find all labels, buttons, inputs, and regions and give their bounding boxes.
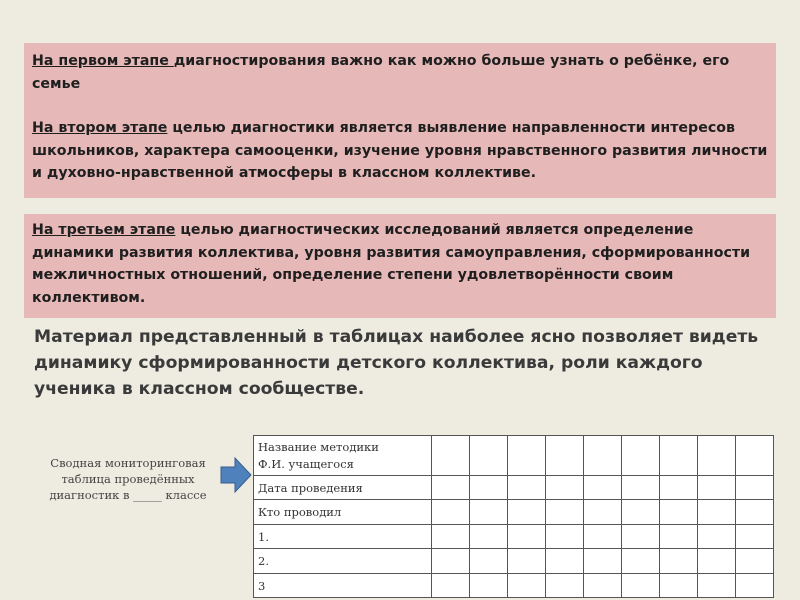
student-name-label: Ф.И. учащегося [258, 456, 354, 471]
table-cell [508, 549, 546, 574]
table-header-row [254, 436, 774, 476]
table-cell [470, 525, 508, 549]
stage-two-label: На втором этапе [32, 120, 168, 136]
table-cell [660, 574, 698, 598]
table-cell [432, 525, 470, 549]
table-cell [736, 574, 774, 598]
table-cell [546, 476, 584, 500]
table-cell [508, 500, 546, 525]
stage-two-text: целью диагностики является выявление направленности интересов школьников, характера самооценки, изучение уровня нравственного развития личности и духовно-нравственной атмосферы в классном коллективе. [32, 120, 768, 181]
row-label-cell [254, 549, 432, 574]
diagnostics-stages-1-2-box [24, 43, 776, 198]
diagnostics-stage-3-box [24, 214, 776, 318]
table-cell [508, 574, 546, 598]
table-cell [584, 500, 622, 525]
table-cell [546, 574, 584, 598]
stage-three-text: целью диагностических исследований является определение динамики развития коллектива, уровня развития самоуправления, сформированности межличностных отношений, определение степени удовлетворённости своим коллективом. [32, 222, 751, 306]
table-cell [736, 549, 774, 574]
table-cell [698, 525, 736, 549]
table-cell [736, 476, 774, 500]
stage-one-label: На первом этапе [32, 53, 174, 69]
table-cell [508, 476, 546, 500]
table-cell [432, 549, 470, 574]
table-cell [432, 574, 470, 598]
table-cell [470, 436, 508, 476]
row-label-cell [254, 574, 432, 598]
table-cell [584, 549, 622, 574]
row-label-cell [254, 500, 432, 525]
table-cell [432, 476, 470, 500]
date-row [254, 476, 774, 500]
stage-one-text: диагностирования важно как можно больше узнать о ребёнке, его семье [32, 53, 730, 92]
table-cell [736, 500, 774, 525]
table-cell [622, 525, 660, 549]
table-cell [584, 574, 622, 598]
table-caption: Сводная мониторинговая таблица проведённых диагностик в _____ классе [49, 456, 207, 502]
table-cell [660, 549, 698, 574]
table-cell [660, 525, 698, 549]
student-row [254, 574, 774, 598]
method-name-label: Название методики [258, 439, 379, 454]
table-cell [698, 574, 736, 598]
table-cell [470, 549, 508, 574]
row-label-cell [254, 476, 432, 500]
table-cell [698, 549, 736, 574]
table-cell [698, 476, 736, 500]
conducted-by-row [254, 500, 774, 525]
table-cell [622, 476, 660, 500]
table-cell [584, 525, 622, 549]
table-cell [660, 500, 698, 525]
student-row [254, 525, 774, 549]
table-cell [622, 574, 660, 598]
table-cell [508, 525, 546, 549]
row-number: 2. [258, 554, 269, 568]
table-cell [546, 549, 584, 574]
stage-three-label: На третьем этапе [32, 222, 176, 238]
table-cell [698, 500, 736, 525]
table-cell [470, 500, 508, 525]
table-cell [470, 574, 508, 598]
table-cell [698, 436, 736, 476]
row-label-cell [254, 525, 432, 549]
table-cell [546, 436, 584, 476]
conducted-by-label: Кто проводил [258, 505, 342, 519]
row-label-cell [254, 436, 432, 476]
table-cell [736, 525, 774, 549]
table-cell [622, 436, 660, 476]
table-cell [660, 476, 698, 500]
row-number: 3 [258, 578, 266, 593]
stage-three-paragraph [32, 219, 768, 309]
student-row [254, 549, 774, 574]
table-cell [622, 549, 660, 574]
monitoring-table [253, 435, 774, 598]
table-cell [470, 476, 508, 500]
table-cell [736, 436, 774, 476]
table-cell [622, 500, 660, 525]
stage-two-paragraph [32, 117, 768, 185]
date-label: Дата проведения [258, 480, 363, 495]
summary-statement: Материал представленный в таблицах наиболее ясно позволяет видеть динамику сформированности детского коллектива, роли каждого ученика в классном сообществе. [34, 327, 759, 399]
stage-one-paragraph [32, 50, 768, 95]
table-cell [546, 525, 584, 549]
table-cell [432, 500, 470, 525]
table-cell [584, 476, 622, 500]
table-cell [584, 436, 622, 476]
row-number: 1. [258, 529, 269, 544]
table-cell [546, 500, 584, 525]
table-cell [432, 436, 470, 476]
right-arrow-icon [220, 456, 252, 494]
table-cell [508, 436, 546, 476]
table-cell [660, 436, 698, 476]
